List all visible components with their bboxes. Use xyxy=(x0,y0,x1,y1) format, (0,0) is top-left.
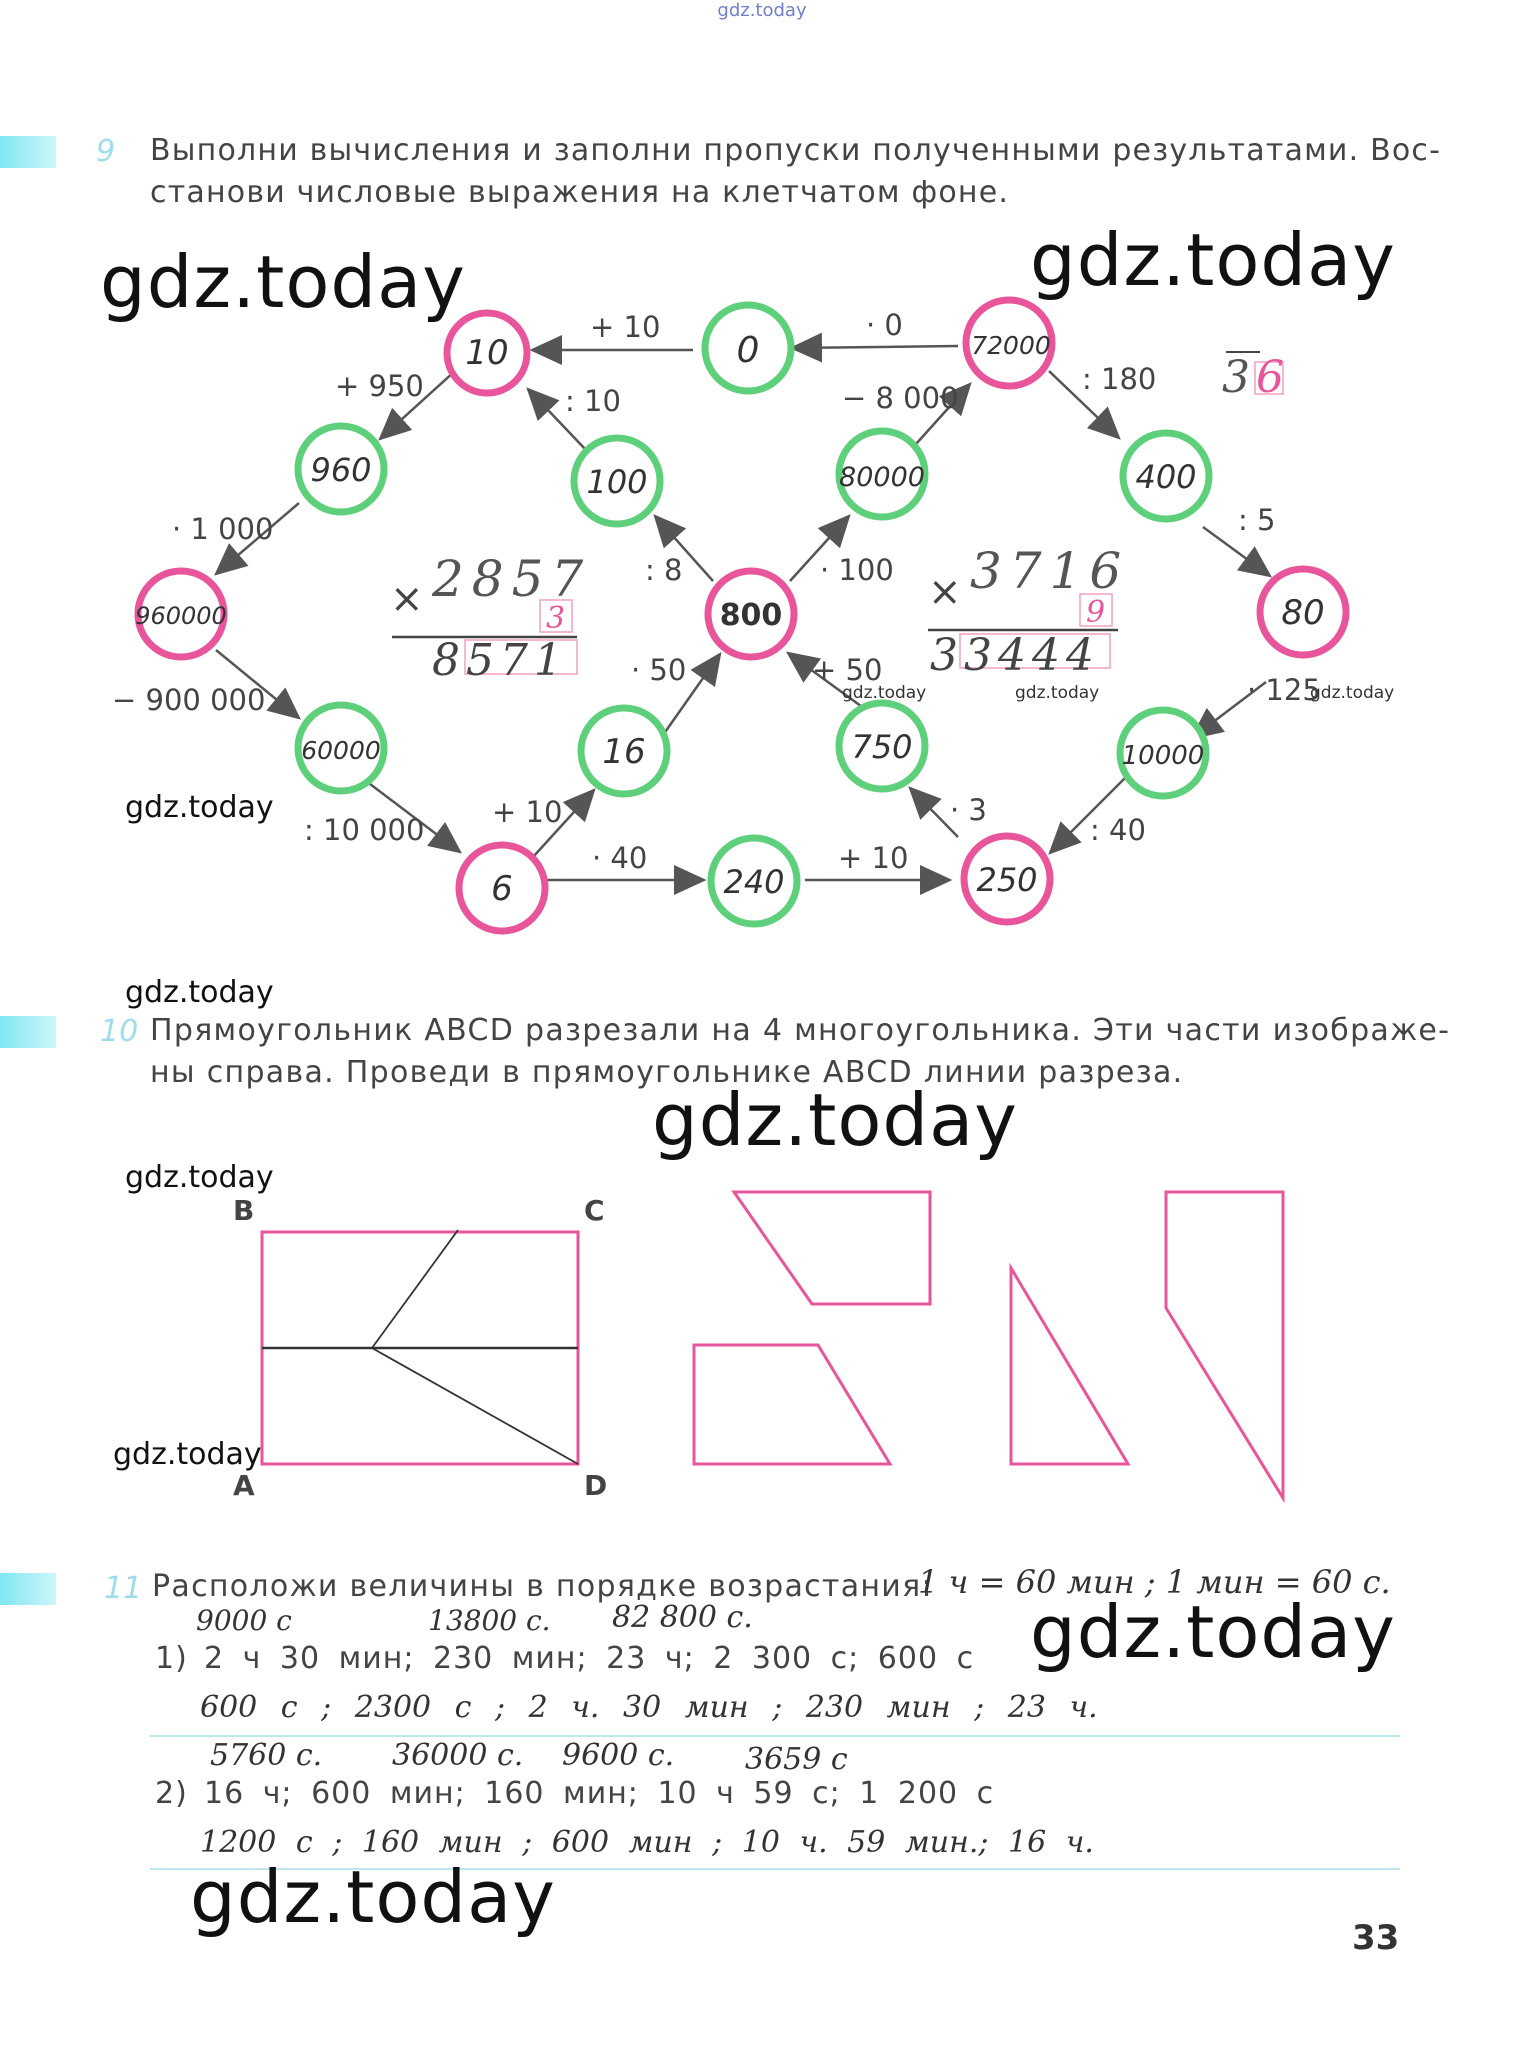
op-label: + 10 xyxy=(492,795,563,829)
watermark-text: gdz.today xyxy=(113,1437,262,1472)
piece-trapezoid-bottom xyxy=(694,1345,890,1464)
op-label: : 180 xyxy=(1082,362,1157,396)
op-label: : 10 xyxy=(565,384,621,418)
side-note-digit: 6 xyxy=(1256,352,1284,403)
op-label: + 10 xyxy=(838,841,909,875)
top-watermark: gdz.today xyxy=(717,0,807,21)
task-marker xyxy=(0,1573,56,1605)
op-label: : 40 xyxy=(1090,813,1146,847)
node-label: 100 xyxy=(586,463,648,501)
cut-line xyxy=(372,1230,458,1348)
mult-result: 8571 xyxy=(432,635,568,686)
node-label: 240 xyxy=(723,863,785,901)
task9-text-line1: Выполни вычисления и заполни пропуски полученными результатами. Вос- xyxy=(150,133,1442,168)
vertex-label-D: D xyxy=(584,1469,608,1502)
node-label: 6 xyxy=(491,869,513,909)
page-number: 33 xyxy=(1352,1918,1400,1958)
piece-quadrilateral xyxy=(1166,1192,1283,1498)
op-label: : 8 xyxy=(645,553,683,587)
vertex-label-C: C xyxy=(584,1194,605,1227)
watermark-text: gdz.today xyxy=(190,1855,556,1939)
op-label: · 3 xyxy=(950,793,987,827)
watermark-text: gdz.today xyxy=(1030,1590,1396,1674)
op-label: · 40 xyxy=(592,841,648,875)
op-label: − 900 000 xyxy=(112,683,266,717)
conversion-note: 5760 с. xyxy=(210,1738,323,1773)
op-label: + 50 xyxy=(812,653,883,687)
watermark-text: gdz.today xyxy=(1030,218,1396,302)
watermark-text: gdz.today xyxy=(125,790,274,825)
node-label: 80000 xyxy=(839,462,925,493)
watermark-text: gdz.today xyxy=(842,683,927,703)
task-marker xyxy=(0,1016,56,1048)
mult-top: 3716 xyxy=(970,542,1130,600)
multiplication-3716 xyxy=(928,542,1129,681)
task-number: 10 xyxy=(100,1014,139,1049)
mult-result: 33444 xyxy=(930,630,1100,681)
node-label: 960000 xyxy=(135,602,227,630)
op-label: · 100 xyxy=(820,553,894,587)
watermark-text: gdz.today xyxy=(125,1160,274,1195)
item2-label: 2) xyxy=(155,1776,188,1811)
watermark-text: gdz.today xyxy=(652,1078,1018,1162)
mult-sign: × xyxy=(390,576,424,622)
multiplication-2857 xyxy=(390,550,591,686)
op-label: · 50 xyxy=(631,653,687,687)
task10-text-line2: ны справа. Проведи в прямоугольнике ABCD линии разреза. xyxy=(150,1055,1184,1090)
answer-line xyxy=(150,1735,1400,1737)
node-label: 750 xyxy=(851,728,913,766)
task9-text-line2: станови числовые выражения на клетчатом фоне. xyxy=(150,175,1010,210)
mult-top: 2857 xyxy=(432,550,592,608)
watermark-text: gdz.today xyxy=(1015,683,1100,703)
watermark-text: gdz.today xyxy=(1310,683,1395,703)
op-label: : 5 xyxy=(1238,503,1276,537)
node-label: 60000 xyxy=(301,736,381,765)
node-label: 80 xyxy=(1281,593,1325,633)
op-label: − 8 000 xyxy=(842,381,959,415)
item1-answer: 600 с ; 2300 с ; 2 ч. 30 мин ; 230 мин ; 23 ч. xyxy=(200,1690,1098,1725)
node-label: 10000 xyxy=(1121,741,1205,771)
mult-multiplier: 9 xyxy=(1086,595,1106,630)
side-note xyxy=(1222,352,1284,403)
vertex-label-A: A xyxy=(233,1469,255,1502)
conversion-note: 9000 с xyxy=(196,1604,292,1637)
op-label: · 1 000 xyxy=(172,512,274,546)
task-number: 11 xyxy=(104,1571,143,1606)
watermark-text: gdz.today xyxy=(100,240,466,324)
conversion-note: 82 800 с. xyxy=(612,1600,753,1635)
vertex-label-B: B xyxy=(233,1194,255,1227)
watermark-text: gdz.today xyxy=(125,975,274,1010)
node-label: 0 xyxy=(736,330,760,371)
piece-triangle xyxy=(1011,1268,1128,1464)
cut-line xyxy=(372,1348,578,1464)
task11-text: Расположи величины в порядке возрастания: xyxy=(152,1569,933,1604)
item1-values: 2 ч 30 мин; 230 мин; 23 ч; 2 300 с; 600 с xyxy=(204,1641,975,1676)
mult-sign: × xyxy=(928,569,962,615)
conversion-note: 9600 с. xyxy=(562,1738,675,1773)
piece-trapezoid-top xyxy=(734,1192,930,1304)
op-label: + 10 xyxy=(590,310,661,344)
node-label: 400 xyxy=(1135,458,1197,496)
node-label: 800 xyxy=(719,598,783,633)
conversion-note: 13800 с. xyxy=(428,1604,551,1637)
node-label: 250 xyxy=(976,861,1038,899)
node-label: 10 xyxy=(465,333,509,373)
task11-hint: 1 ч = 60 мин ; 1 мин = 60 с. xyxy=(918,1563,1391,1601)
node-label: 960 xyxy=(310,451,372,489)
arrow-line xyxy=(792,346,958,348)
op-label: + 950 xyxy=(335,369,424,403)
side-note-digit: 3 xyxy=(1222,352,1250,403)
item2-values: 16 ч; 600 мин; 160 мин; 10 ч 59 с; 1 200 с xyxy=(204,1776,995,1811)
task10-text-line1: Прямоугольник ABCD разрезали на 4 многоугольника. Эти части изображе- xyxy=(150,1013,1451,1048)
calculation-diagram xyxy=(0,0,1524,1000)
task-number: 9 xyxy=(96,134,116,169)
node-label: 72000 xyxy=(971,331,1051,360)
rectangle-figures xyxy=(0,1180,1524,1520)
mult-multiplier: 3 xyxy=(546,601,566,636)
op-label: · 0 xyxy=(866,308,903,342)
op-label: : 10 000 xyxy=(304,813,425,847)
node-label: 16 xyxy=(602,732,646,772)
op-label: · 125 xyxy=(1247,673,1321,707)
item1-label: 1) xyxy=(155,1641,188,1676)
conversion-note: 3659 с xyxy=(745,1742,848,1777)
item2-answer: 1200 с ; 160 мин ; 600 мин ; 10 ч. 59 мин.; 16 ч. xyxy=(200,1825,1094,1860)
conversion-note: 36000 с. xyxy=(392,1738,524,1773)
